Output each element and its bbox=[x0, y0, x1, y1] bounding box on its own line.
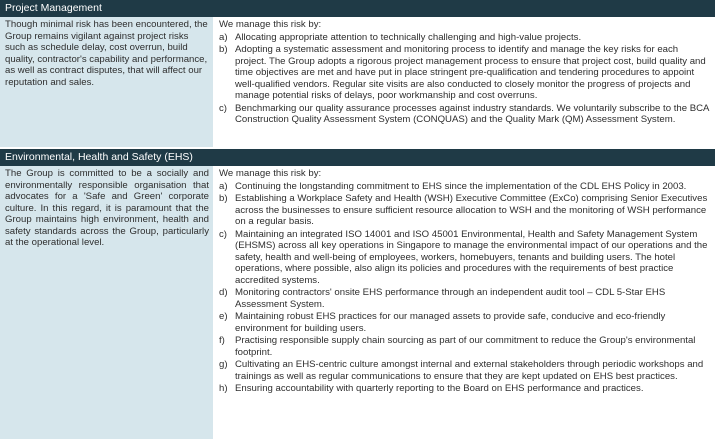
item-text: Establishing a Workplace Safety and Health (WSH) Executive Committee (ExCo) comprising Senior Executives across the businesses to ensure sufficient resource allocation to WSH and the monitoring of WSH performance on a regular basis. bbox=[235, 193, 708, 227]
mitigation-item bbox=[219, 359, 711, 382]
item-text: Allocating appropriate attention to technically challenging and high-value projects. bbox=[235, 31, 582, 43]
section-header-project-management bbox=[0, 0, 715, 17]
item-text: Maintaining an integrated ISO 14001 and ISO 45001 Environmental, Health and Safety Management System (EHSMS) across all key operations in Singapore to manage the environmental impact of our operations and the safety, health and well-being of employees, workers, homebuyers, tenants and building users. The hotel operations, where possible, also align its policies and procedures with the requirements of best practice accredited systems. bbox=[235, 228, 708, 286]
risk-description: Though minimal risk has been encountered, the Group remains vigilant against project risks such as schedule delay, cost overrun, build quality, contractor's capability and performance, as well as contract disputes, that will affect our reputation and sales. bbox=[0, 17, 213, 147]
item-text: Practising responsible supply chain sourcing as part of our commitment to reduce the Group's environmental footprint. bbox=[235, 335, 696, 358]
risk-mitigation bbox=[215, 17, 715, 147]
item-marker: d) bbox=[219, 287, 228, 298]
mitigation-item bbox=[219, 335, 711, 358]
mitigation-item bbox=[219, 383, 711, 395]
mitigation-intro: We manage this risk by: bbox=[219, 168, 322, 179]
item-text: Monitoring contractors' onsite EHS performance through an independent audit tool – CDL 5-Star EHS Assessment System. bbox=[235, 287, 666, 310]
mitigation-item bbox=[219, 287, 711, 310]
item-marker: c) bbox=[219, 228, 227, 240]
item-text: Ensuring accountability with quarterly reporting to the Board on EHS performance and practices. bbox=[235, 383, 644, 394]
mitigation-item bbox=[219, 44, 711, 102]
item-marker: f) bbox=[219, 335, 225, 346]
mitigation-item bbox=[219, 32, 711, 44]
mitigation-item bbox=[219, 311, 711, 334]
section-row-ehs bbox=[0, 166, 715, 439]
mitigation-item bbox=[219, 181, 711, 193]
item-marker: c) bbox=[219, 102, 227, 114]
item-text: Continuing the longstanding commitment to EHS since the implementation of the CDL EHS Policy in 2003. bbox=[235, 180, 687, 192]
item-marker: a) bbox=[219, 31, 228, 43]
item-text: Cultivating an EHS-centric culture amongst internal and external stakeholders through periodic workshops and trainings as well as regular communications to ensure that they are kept updated on EHS best practices. bbox=[235, 359, 704, 382]
section-header-ehs bbox=[0, 149, 715, 166]
item-marker: b) bbox=[219, 193, 228, 204]
mitigation-item bbox=[219, 193, 711, 228]
section-title: Environmental, Health and Safety (EHS) bbox=[5, 151, 193, 163]
item-marker: g) bbox=[219, 359, 228, 370]
item-marker: a) bbox=[219, 180, 228, 192]
risk-description: The Group is committed to be a socially and environmentally responsible organisation that advocates for a 'Safe and Green' corporate culture. In this regard, it is paramount that the Group maintains high environment, health and safety standards across the Group, particularly at the operational level. bbox=[0, 166, 213, 439]
item-text: Benchmarking our quality assurance processes against industry standards. We voluntarily subscribe to the BCA Construction Quality Assessment System (CONQUAS) and the Quality Mark (QM) Assessment System. bbox=[235, 102, 709, 125]
section-row-project-management bbox=[0, 17, 715, 147]
section-title: Project Management bbox=[5, 2, 102, 14]
mitigation-intro: We manage this risk by: bbox=[219, 19, 322, 30]
mitigation-item bbox=[219, 103, 711, 126]
item-text: Maintaining robust EHS practices for our managed assets to provide safe, conducive and eco-friendly environment for building users. bbox=[235, 311, 666, 334]
mitigation-item bbox=[219, 229, 711, 287]
risk-mitigation bbox=[215, 166, 715, 439]
item-marker: b) bbox=[219, 44, 228, 55]
item-text: Adopting a systematic assessment and monitoring process to identify and manage the key risks for each project. The Group adopts a rigorous project management process to ensure that project cost, build quality and time objectives are met and have put in place stringent pre-qualification and tendering procedures to appoint well-qualified vendors. Regular site visits are also conducted to closely monitor the progress of projects and manage potential risks of delays, poor workmanship and cost overruns. bbox=[235, 44, 706, 101]
item-marker: h) bbox=[219, 383, 228, 394]
item-marker: e) bbox=[219, 311, 228, 322]
